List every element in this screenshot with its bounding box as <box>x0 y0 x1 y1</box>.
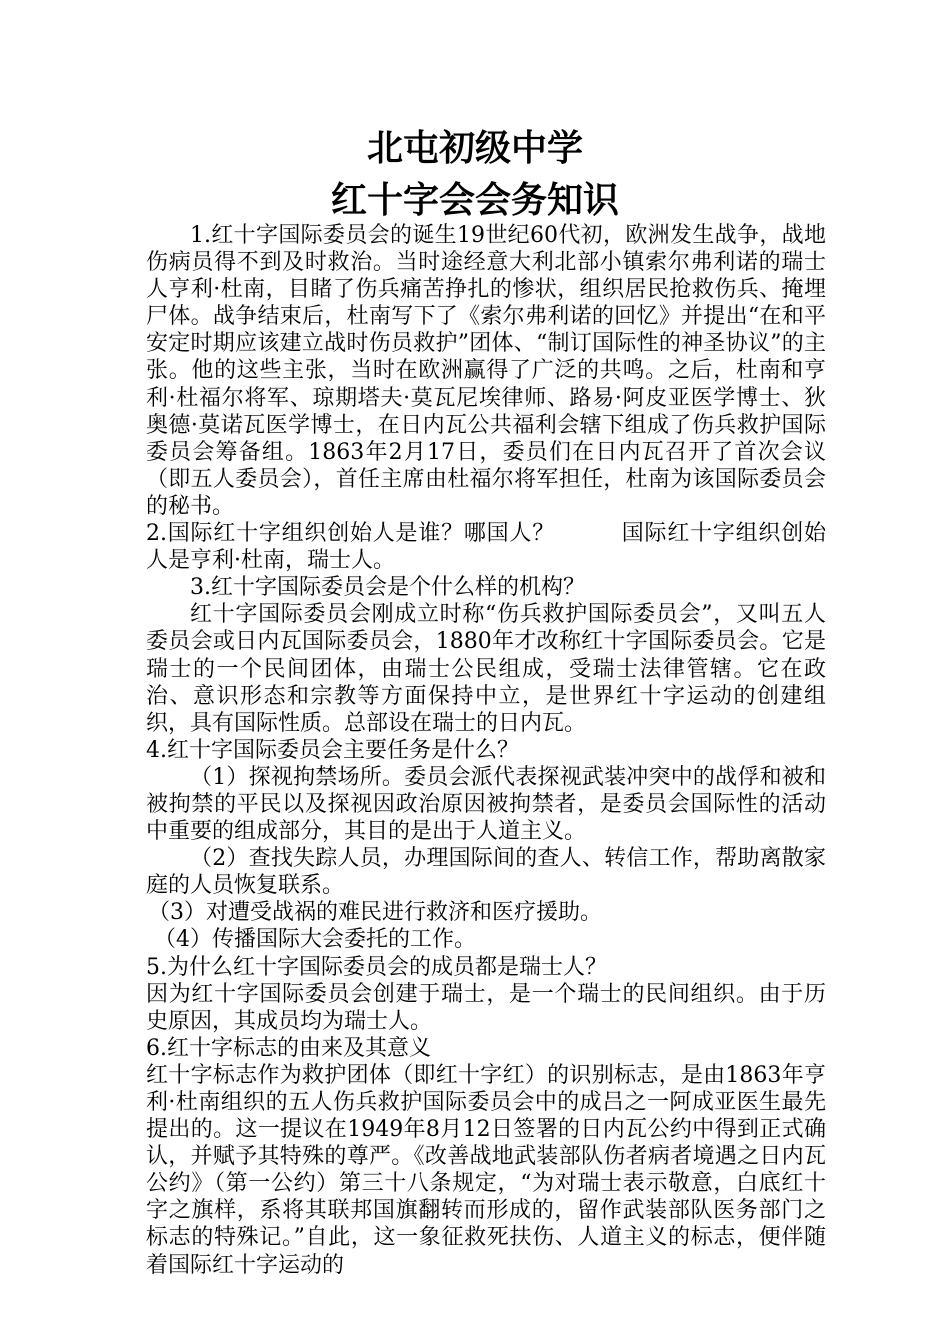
question-6: 6.红十字标志的由来及其意义 <box>146 1035 431 1061</box>
task-1: （1）探视拘禁场所。委员会派代表探视武装冲突中的战俘和被和被拘禁的平民以及探视因政治原因被拘禁者，是委员会国际性的活动中重要的组成部分，其目的是出于人道主义。 <box>146 764 826 845</box>
title-block <box>0 122 950 226</box>
answer-2: 国际红十字组织创始人是亨利·杜南，瑞士人。 <box>146 521 826 574</box>
question-3: 3.红十字国际委员会是个什么样的机构？ <box>190 575 585 601</box>
paragraph-2 <box>146 520 826 574</box>
question-2: 2.国际红十字组织创始人是谁？哪国人？ <box>146 521 555 547</box>
task-2: （2）查找失踪人员，办理国际间的查人、转信工作，帮助离散家庭的人员恢复联系。 <box>146 846 826 899</box>
answer-3: 红十字国际委员会刚成立时称“伤兵救护国际委员会”，又叫五人委员会或日内瓦国际委员会，1880年才改称红十字国际委员会。它是瑞士的一个民间团体，由瑞士公民组成，受瑞士法律管辖。它在政治、意识形态和宗教等方面保持中立，是世界红十字运动的创建组织，具有国际性质。总部设在瑞士的日内瓦。 <box>146 602 826 736</box>
paragraph-1: 1.红十字国际委员会的诞生19世纪60代初，欧洲发生战争，战地伤病员得不到及时救治。当时途经意大利北部小镇索尔弗利诺的瑞士人亨利·杜南，目睹了伤兵痛苦挣扎的惨状，组织居民抢救伤兵、掩埋尸体。战争结束后，杜南写下了《索尔弗利诺的回忆》并提出“在和平安定时期应该建立战时伤员救护”团体、“制订国际性的神圣协议”的主张。他的这些主张，当时在欧洲赢得了广泛的共鸣。之后，杜南和亨利·杜福尔将军、琼期塔夫·莫瓦尼埃律师、路易·阿皮亚医学博士、狄奥德·莫诺瓦医学博士，在日内瓦公共福利会辖下组成了伤兵救护国际委员会筹备组。1863年2月17日，委员们在日内瓦召开了首次会议（即五人委员会），首任主席由杜福尔将军担任，杜南为该国际委员会的秘书。 <box>146 223 826 519</box>
document-title: 红十字会会务知识 <box>330 179 619 221</box>
answer-6: 红十字标志作为救护团体（即红十字红）的识别标志，是由1863年亨利·杜南组织的五人伤兵救护国际委员会中的成吕之一阿成亚医生最先提出的。这一提议在1949年8月12日签署的日内瓦公约中得到正式确认，并赋予其特殊的尊严。《改善战地武装部队伤者病者境遇之日内瓦公约》（第一公约）第三十八条规定，“为对瑞士表示敬意，白底红十字之旗样，系将其联邦国旗翻转而形成的，留作武装部队医务部门之标志的特殊记。”自此，这一象征救死扶伤、人道主义的标志，便伴随着国际红十字运动的 <box>146 1062 826 1278</box>
document-body <box>146 222 826 1279</box>
task-3: （3）对遭受战祸的难民进行救济和医疗援助。 <box>148 900 602 926</box>
school-title: 北屯初级中学 <box>366 127 583 169</box>
question-5: 5.为什么红十字国际委员会的成员都是瑞士人？ <box>146 954 607 980</box>
task-4: （4）传播国际大会委托的工作。 <box>154 927 476 953</box>
question-4: 4.红十字国际委员会主要任务是什么？ <box>146 737 519 763</box>
answer-5: 因为红十字国际委员会创建于瑞士，是一个瑞士的民间组织。由于历史原因，其成员均为瑞士人。 <box>146 981 826 1034</box>
